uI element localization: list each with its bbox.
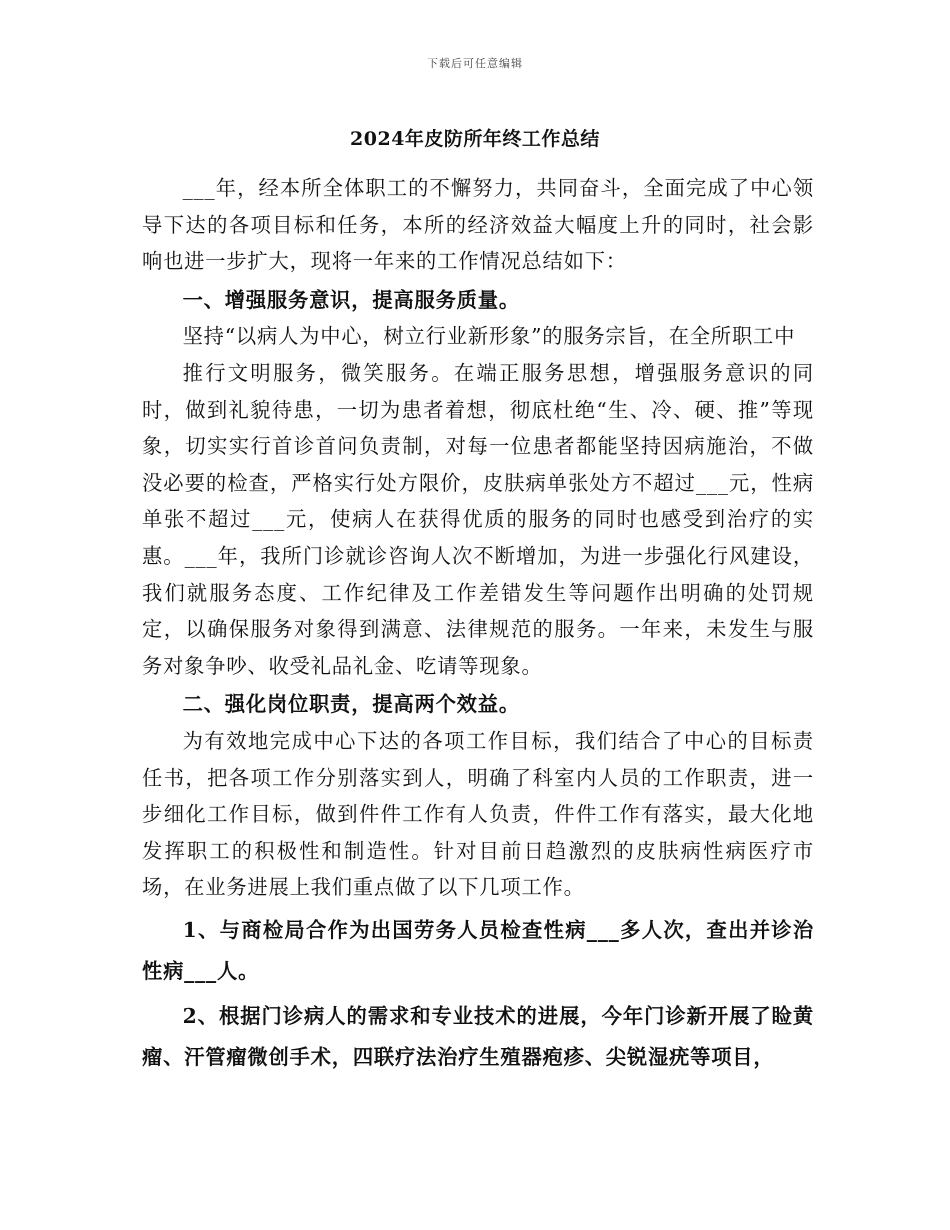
body-paragraph: 坚持“以病人为中心，树立行业新形象”的服务宗旨，在全所职工中 [182, 324, 796, 349]
header-note: 下载后可任意编辑 [427, 57, 523, 70]
intro-paragraph: ___年，经本所全体职工的不懈努力，共同奋斗，全面完成了中心领导下达的各项目标和任务，本所的经济效益大幅度上升的同时，社会影响也进一步扩大，现将一年来的工作情况总结如下： [142, 176, 814, 274]
body-paragraph: 推行文明服务，微笑服务。在端正服务思想，增强服务意识的同时，做到礼貌待患，一切为患者着想，彻底杜绝“生、冷、硬、推”等现象，切实实行首诊首问负责制，对每一位患者都能坚持因病施治，不做没必要的检查，严格实行处方限价，皮肤病单张处方不超过___元，性病单张不超过___元，使病人在获得优质的服务的同时也感受到治疗的实惠。___年，我所门诊就诊咨询人次不断增加，为进一步强化行风建设，我们就服务态度、工作纪律及工作差错发生等问题作出明确的处罚规定，以确保服务对象得到满意、法律规范的服务。一年来，未发生与服务对象争吵、收受礼品礼金、吃请等现象。 [142, 360, 814, 678]
document-title: 2024年皮防所年终工作总结 [350, 128, 600, 150]
list-item-2: 2、根据门诊病人的需求和专业技术的进展，今年门诊新开展了睑黄瘤、汗管瘤微创手术，四联疗法治疗生殖器疱疹、尖锐湿疣等项目， [142, 1003, 814, 1069]
document-body [142, 170, 814, 1078]
body-paragraph: 为有效地完成中心下达的各项工作目标，我们结合了中心的目标责任书，把各项工作分别落实到人，明确了科室内人员的工作职责，进一步细化工作目标，做到件件工作有人负责，件件工作有落实，最大化地发挥职工的积极性和制造性。针对目前日趋激烈的皮肤病性病医疗市场，在业务进展上我们重点做了以下几项工作。 [142, 728, 814, 900]
section-heading-1: 一、增强服务意识，提高服务质量。 [182, 287, 520, 312]
section-heading-2: 二、强化岗位职责，提高两个效益。 [182, 692, 520, 717]
list-item-1: 1、与商检局合作为出国劳务人员检查性病___多人次，查出并诊治性病___人。 [142, 917, 814, 983]
